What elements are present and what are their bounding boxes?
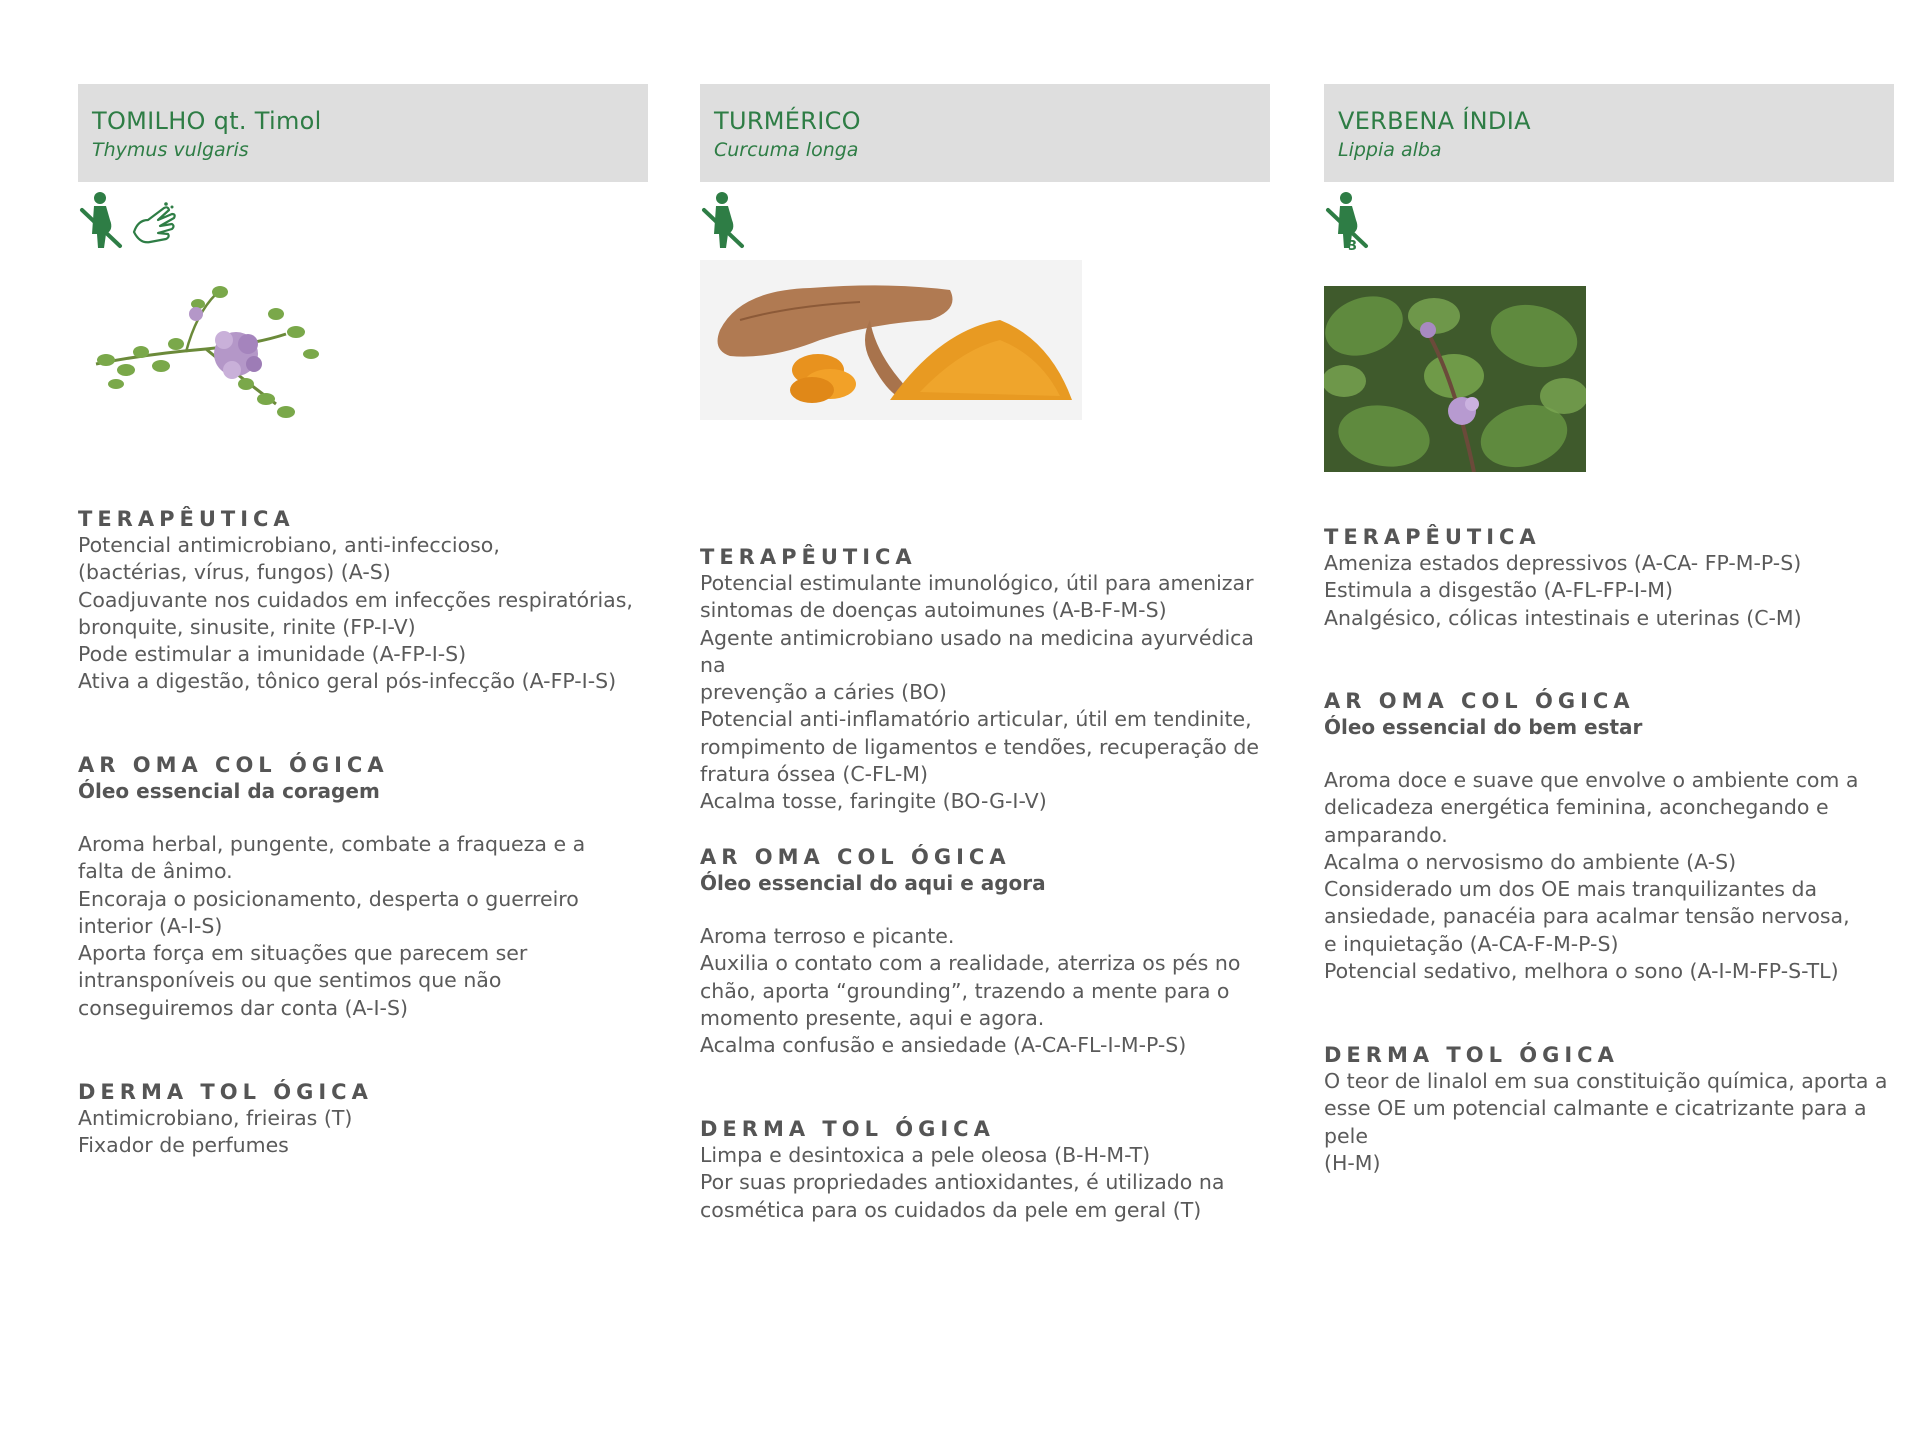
text-line: Ameniza estados depressivos (A-CA- FP-M-P-S) xyxy=(1324,551,1802,575)
text-line: Antimicrobiano, frieiras (T) xyxy=(78,1106,353,1130)
no-pregnancy-icon xyxy=(78,190,124,256)
text-line: amparando. xyxy=(1324,822,1448,847)
section-text xyxy=(700,923,1270,1059)
oil-latin-name: Curcuma longa xyxy=(714,139,859,161)
section-aromacologica xyxy=(78,752,648,1022)
text-line: rompimento de ligamentos e tendões, recuperação de xyxy=(700,734,1259,759)
text-line: prevenção a cáries (BO) xyxy=(700,680,947,705)
text-line: Pode estimular a imunidade (A-FP-I-S) xyxy=(78,642,467,667)
text-line: Agente antimicrobiano usado na medicina ayurvédica na xyxy=(700,625,1254,677)
section-text xyxy=(1324,1068,1894,1177)
section-title: DERMA TOL ÓGICA xyxy=(700,1117,995,1141)
oil-column-turmerico xyxy=(700,84,1270,1222)
text-line: e inquietação (A-CA-F-M-P-S) xyxy=(1324,931,1619,956)
section-title: TERAPÊUTICA xyxy=(1324,525,1541,549)
warning-icons xyxy=(700,190,1270,260)
trimester-badge: 3 xyxy=(1348,239,1358,252)
section-dermatologica xyxy=(78,1079,648,1160)
section-text xyxy=(78,831,648,1022)
text-line: Ativa a digestão, tônico geral pós-infecção (A-FP-I-S) xyxy=(78,669,617,694)
text-line: Potencial estimulante imunológico, útil para amenizar xyxy=(700,571,1254,595)
section-terapeutica xyxy=(78,506,648,696)
text-line: Aroma doce e suave que envolve o ambiente com a xyxy=(1324,768,1859,792)
text-line: Encoraja o posicionamento, desperta o guerreiro xyxy=(78,886,579,911)
text-line: Coadjuvante nos cuidados em infecções respiratórias, xyxy=(78,587,633,612)
section-title: DERMA TOL ÓGICA xyxy=(78,1080,373,1104)
text-line: Limpa e desintoxica a pele oleosa (B-H-M-T) xyxy=(700,1143,1151,1167)
section-terapeutica xyxy=(700,544,1270,816)
text-line: Aroma terroso e picante. xyxy=(700,924,955,948)
text-line: Aporta força em situações que parecem ser xyxy=(78,941,528,966)
warning-icons xyxy=(1324,190,1894,260)
text-line: Potencial antimicrobiano, anti-infeccioso, xyxy=(78,533,500,557)
section-text xyxy=(700,570,1270,816)
lippia-image xyxy=(1324,286,1586,476)
section-dermatologica xyxy=(1324,1042,1894,1177)
section-aromacologica xyxy=(1324,688,1894,985)
no-pregnancy-icon xyxy=(700,190,746,256)
text-line: (H-M) xyxy=(1324,1150,1381,1175)
section-subtitle: Óleo essencial do aqui e agora xyxy=(700,871,1046,895)
section-text xyxy=(1324,767,1894,985)
section-title: AR OMA COL ÓGICA xyxy=(1324,689,1635,713)
text-line: fratura óssea (C-FL-M) xyxy=(700,762,928,787)
section-terapeutica xyxy=(1324,524,1894,632)
text-line: Potencial sedativo, melhora o sono (A-I-M-FP-S-TL) xyxy=(1324,959,1839,984)
text-line: sintomas de doenças autoimunes (A-B-F-M-S) xyxy=(700,598,1167,623)
text-line: Auxilia o contato com a realidade, aterriza os pés no xyxy=(700,951,1241,976)
text-line: Fixador de perfumes xyxy=(78,1133,289,1158)
text-line: cosmética para os cuidados da pele em geral (T) xyxy=(700,1197,1202,1222)
section-dermatologica xyxy=(700,1116,1270,1224)
no-pregnancy-3-icon xyxy=(1324,190,1370,256)
section-title: AR OMA COL ÓGICA xyxy=(700,845,1011,869)
text-line: Acalma o nervosismo do ambiente (A-S) xyxy=(1324,849,1737,874)
text-line: (bactérias, vírus, fungos) (A-S) xyxy=(78,560,391,585)
section-text xyxy=(78,532,648,696)
text-line: esse OE um potencial calmante e cicatrizante para a pele xyxy=(1324,1096,1867,1148)
oil-column-tomilho xyxy=(78,84,648,1158)
oil-latin-name: Lippia alba xyxy=(1338,139,1442,161)
oil-name: TURMÉRICO xyxy=(714,107,861,135)
section-title: AR OMA COL ÓGICA xyxy=(78,753,389,777)
text-line: falta de ânimo. xyxy=(78,859,233,884)
text-line: Analgésico, cólicas intestinais e uterinas (C-M) xyxy=(1324,605,1802,630)
oil-header xyxy=(700,84,1270,182)
text-line: O teor de linalol em sua constituição química, aporta a xyxy=(1324,1069,1888,1093)
oil-name: TOMILHO qt. Timol xyxy=(92,107,322,135)
turmeric-image xyxy=(700,260,1082,424)
text-line: ansiedade, panacéia para acalmar tensão nervosa, xyxy=(1324,904,1850,929)
text-line: Considerado um dos OE mais tranquilizantes da xyxy=(1324,877,1818,902)
text-line: momento presente, aqui e agora. xyxy=(700,1005,1045,1030)
text-line: Acalma tosse, faringite (BO-G-I-V) xyxy=(700,789,1047,814)
text-line: interior (A-I-S) xyxy=(78,913,223,938)
section-aromacologica xyxy=(700,844,1270,1059)
section-text xyxy=(78,1105,648,1160)
text-line: conseguiremos dar conta (A-I-S) xyxy=(78,995,408,1020)
text-line: Acalma confusão e ansiedade (A-CA-FL-I-M-P-S) xyxy=(700,1033,1187,1058)
text-line: Potencial anti-inflamatório articular, útil em tendinite, xyxy=(700,707,1252,732)
section-subtitle: Óleo essencial do bem estar xyxy=(1324,715,1643,739)
oil-header xyxy=(1324,84,1894,182)
section-subtitle: Óleo essencial da coragem xyxy=(78,779,380,803)
oil-latin-name: Thymus vulgaris xyxy=(92,139,249,161)
text-line: Por suas propriedades antioxidantes, é utilizado na xyxy=(700,1170,1225,1195)
oil-name: VERBENA ÍNDIA xyxy=(1338,107,1531,135)
hand-skin-icon xyxy=(128,198,178,252)
text-line: Aroma herbal, pungente, combate a fraqueza e a xyxy=(78,832,586,856)
oil-header xyxy=(78,84,648,182)
text-line: delicadeza energética feminina, aconchegando e xyxy=(1324,795,1829,820)
text-line: Estimula a disgestão (A-FL-FP-I-M) xyxy=(1324,578,1673,603)
section-title: DERMA TOL ÓGICA xyxy=(1324,1043,1619,1067)
section-text xyxy=(1324,550,1894,632)
oil-column-verbena xyxy=(1324,84,1894,1175)
text-line: chão, aporta “grounding”, trazendo a mente para o xyxy=(700,978,1230,1003)
text-line: intransponíveis ou que sentimos que não xyxy=(78,968,502,993)
text-line: bronquite, sinusite, rinite (FP-I-V) xyxy=(78,614,416,639)
section-title: TERAPÊUTICA xyxy=(78,507,295,531)
warning-icons xyxy=(78,190,648,260)
thyme-image xyxy=(86,274,346,428)
section-title: TERAPÊUTICA xyxy=(700,545,917,569)
section-text xyxy=(700,1142,1270,1224)
